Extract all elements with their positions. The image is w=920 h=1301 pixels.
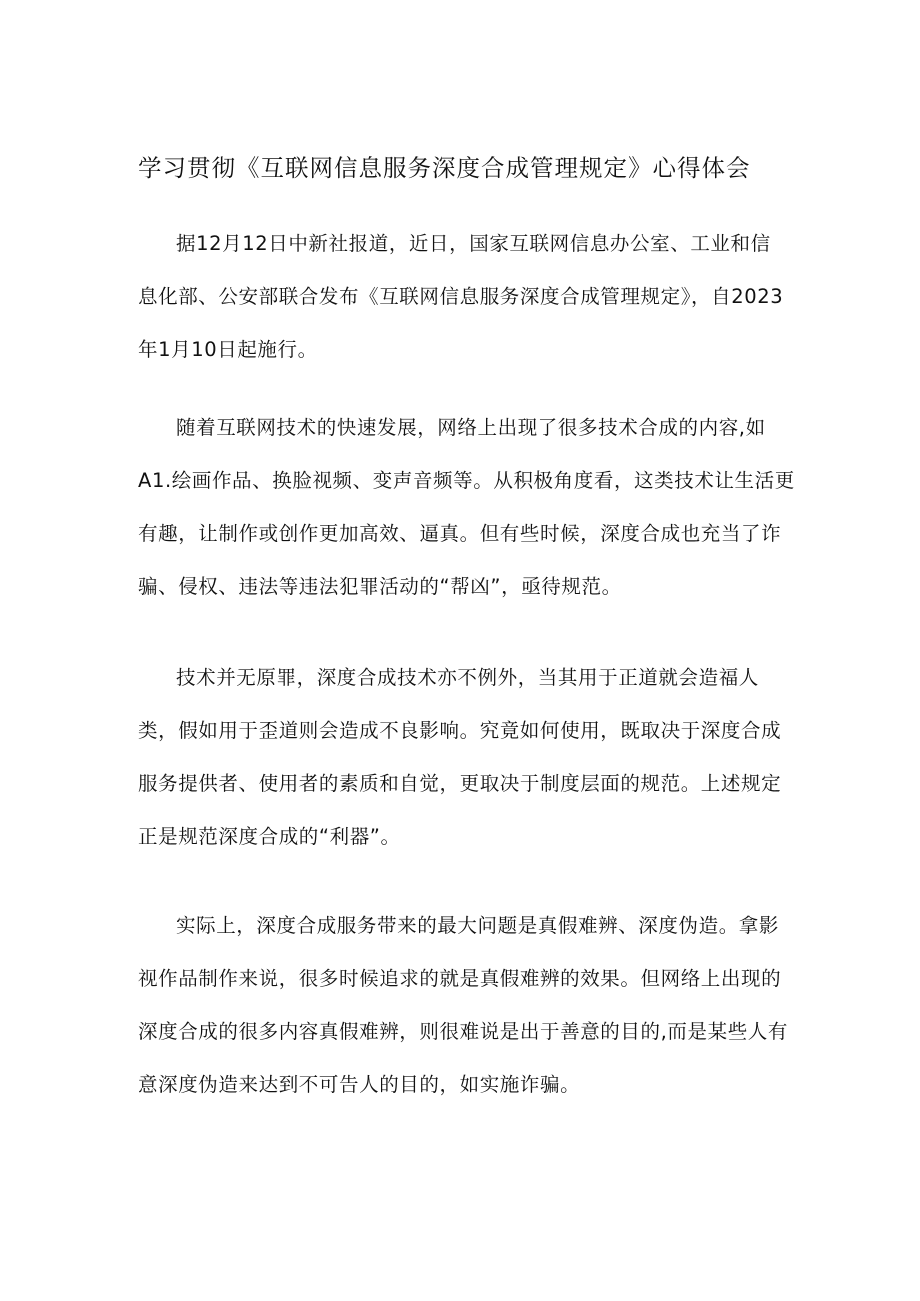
paragraph-line: 深度合成的很多内容真假难辨，则很难说是出于善意的目的,而是某些人有 [138,1020,788,1043]
paragraph-line: A1.绘画作品、换脸视频、变声音频等。从积极角度看，这类技术让生活更 [138,469,795,492]
paragraph-line: 实际上，深度合成服务带来的最大问题是真假难辨、深度伪造。拿影 [176,914,780,937]
paragraph-line: 据12月12日中新社报道，近日，国家互联网信息办公室、工业和信 [176,232,771,255]
paragraph-line: 骗、侵权、违法等违法犯罪活动的“帮凶”，亟待规范。 [138,575,622,598]
paragraph-line: 意深度伪造来达到不可告人的目的，如实施诈骗。 [138,1073,581,1096]
document-title: 学习贯彻《互联网信息服务深度合成管理规定》心得体会 [138,154,751,182]
paragraph-1 [138,224,798,383]
paragraph-line: 息化部、公安部联合发布《互联网信息服务深度合成管理规定》，自2023 [138,285,784,308]
paragraph-line: 技术并无原罪，深度合成技术亦不例外，当其用于正道就会造福人 [176,666,759,689]
paragraph-line: 类，假如用于歪道则会造成不良影响。究竟如何使用，既取决于深度合成 [138,719,782,742]
paragraph-line: 视作品制作来说，很多时候追求的就是真假难辨的效果。但网络上出现的 [138,967,782,990]
paragraph-4 [138,906,798,1118]
paragraph-line: 有趣，让制作或创作更加高效、逼真。但有些时候，深度合成也充当了诈 [138,522,782,545]
paragraph-2 [138,408,798,620]
paragraph-3 [138,658,798,870]
paragraph-line: 随着互联网技术的快速发展，网络上出现了很多技术合成的内容,如 [176,416,766,439]
paragraph-line: 年1月10日起施行。 [138,338,318,361]
paragraph-line: 正是规范深度合成的“利器”。 [138,825,401,848]
paragraph-line: 服务提供者、使用者的素质和自觉，更取决于制度层面的规范。上述规定 [138,772,782,795]
